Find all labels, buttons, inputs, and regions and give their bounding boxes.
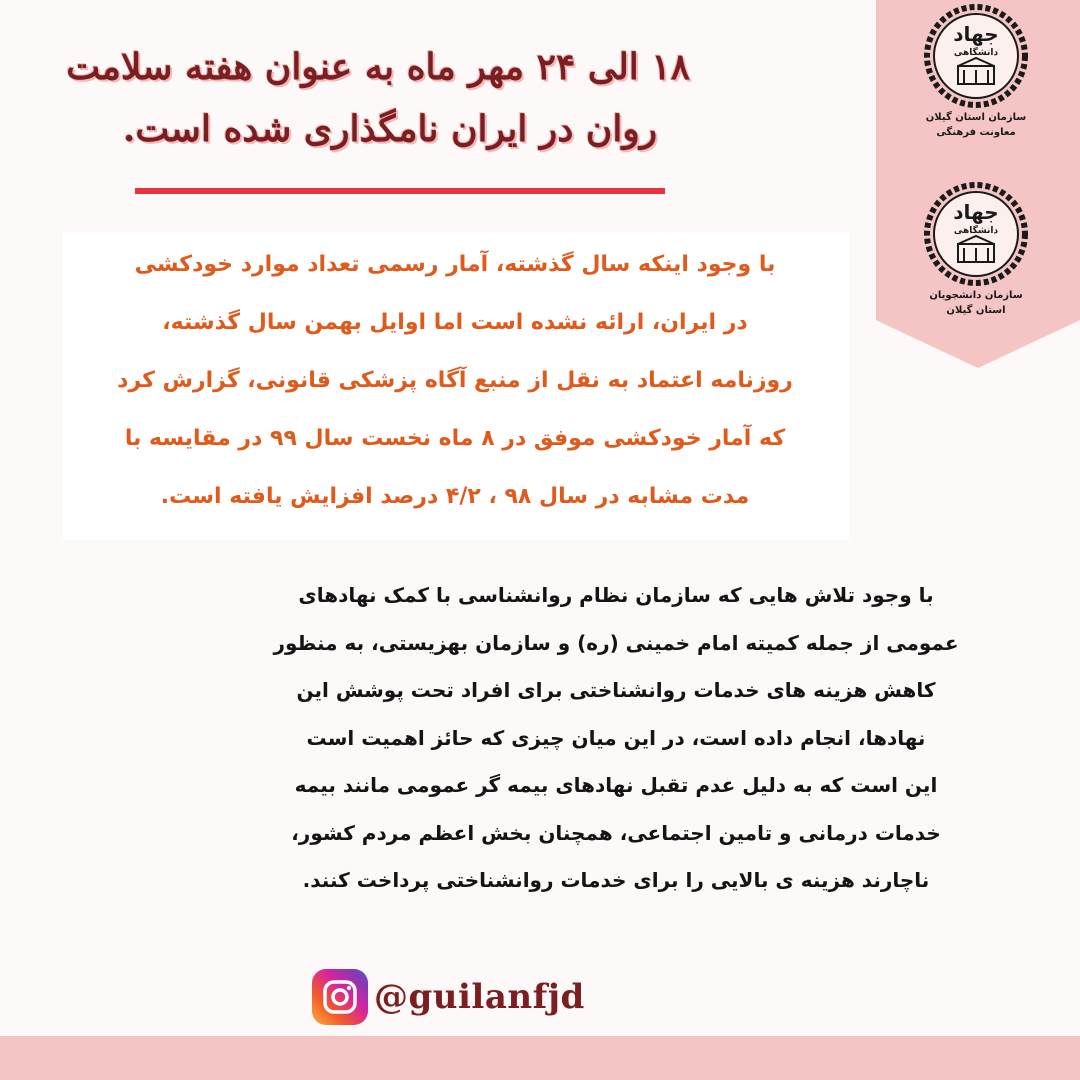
intro-paragraph [60, 236, 850, 526]
logo-caption-line: سازمان دانشجویان [929, 290, 1023, 301]
page-title [66, 36, 690, 160]
body-paragraph [200, 572, 1032, 905]
logo-brand: جهاد [953, 200, 999, 224]
title-underline [135, 188, 665, 194]
intro-line: در ایران، ارائه نشده است اما اوایل بهمن سال گذشته، [162, 310, 748, 335]
title-line: ۱۸ الی ۲۴ مهر ماه به عنوان هفته سلامت [66, 46, 690, 88]
body-line: کاهش هزینه های خدمات روانشناختی برای افراد تحت پوشش این [296, 678, 936, 702]
jahad-logo-cultural [911, 4, 1041, 154]
logo-caption-line: سازمان استان گیلان [925, 112, 1027, 123]
logo-caption-line: استان گیلان [946, 305, 1006, 316]
gear-emblem-icon [924, 4, 1028, 108]
instagram-icon [312, 969, 368, 1025]
body-line: خدمات درمانی و تامین اجتماعی، همچنان بخش اعظم مردم کشور، [291, 820, 941, 845]
jahad-logo-students [911, 182, 1041, 332]
instagram-handle: @guilanfjd [374, 977, 585, 1017]
intro-line: روزنامه اعتماد به نقل از منبع آگاه پزشکی قانونی، گزارش کرد [117, 368, 793, 393]
instagram-link[interactable] [312, 968, 585, 1026]
gear-emblem-icon [924, 182, 1028, 286]
intro-line: با وجود اینکه سال گذشته، آمار رسمی تعداد موارد خودکشی [134, 252, 776, 277]
logo-caption-line: معاونت فرهنگی [936, 127, 1016, 138]
logo-brand: جهاد [953, 22, 999, 46]
title-line: روان در ایران نامگذاری شده است. [122, 108, 658, 150]
intro-line: که آمار خودکشی موفق در ۸ ماه نخست سال ۹۹ در مقایسه با [124, 426, 786, 451]
body-line: ناچارند هزینه ی بالایی را برای خدمات روانشناختی پرداخت کنند. [302, 868, 930, 892]
body-line: با وجود تلاش هایی که سازمان نظام روانشناسی با کمک نهادهای [298, 583, 934, 607]
body-line: عمومی از جمله کمیته امام خمینی (ره) و سازمان بهزیستی، به منظور [273, 630, 959, 655]
logo-sub: دانشگاهی [953, 226, 999, 236]
footer-band [0, 1036, 1080, 1080]
body-line: این است که به دلیل عدم تقبل نهادهای بیمه گر عمومی مانند بیمه [294, 773, 938, 797]
logo-sub: دانشگاهی [953, 48, 999, 58]
body-line: نهادها، انجام داده است، در این میان چیزی که حائز اهمیت است [306, 725, 926, 750]
intro-line: مدت مشابه در سال ۹۸ ، ۴/۲ درصد افزایش یافته است. [160, 484, 750, 509]
